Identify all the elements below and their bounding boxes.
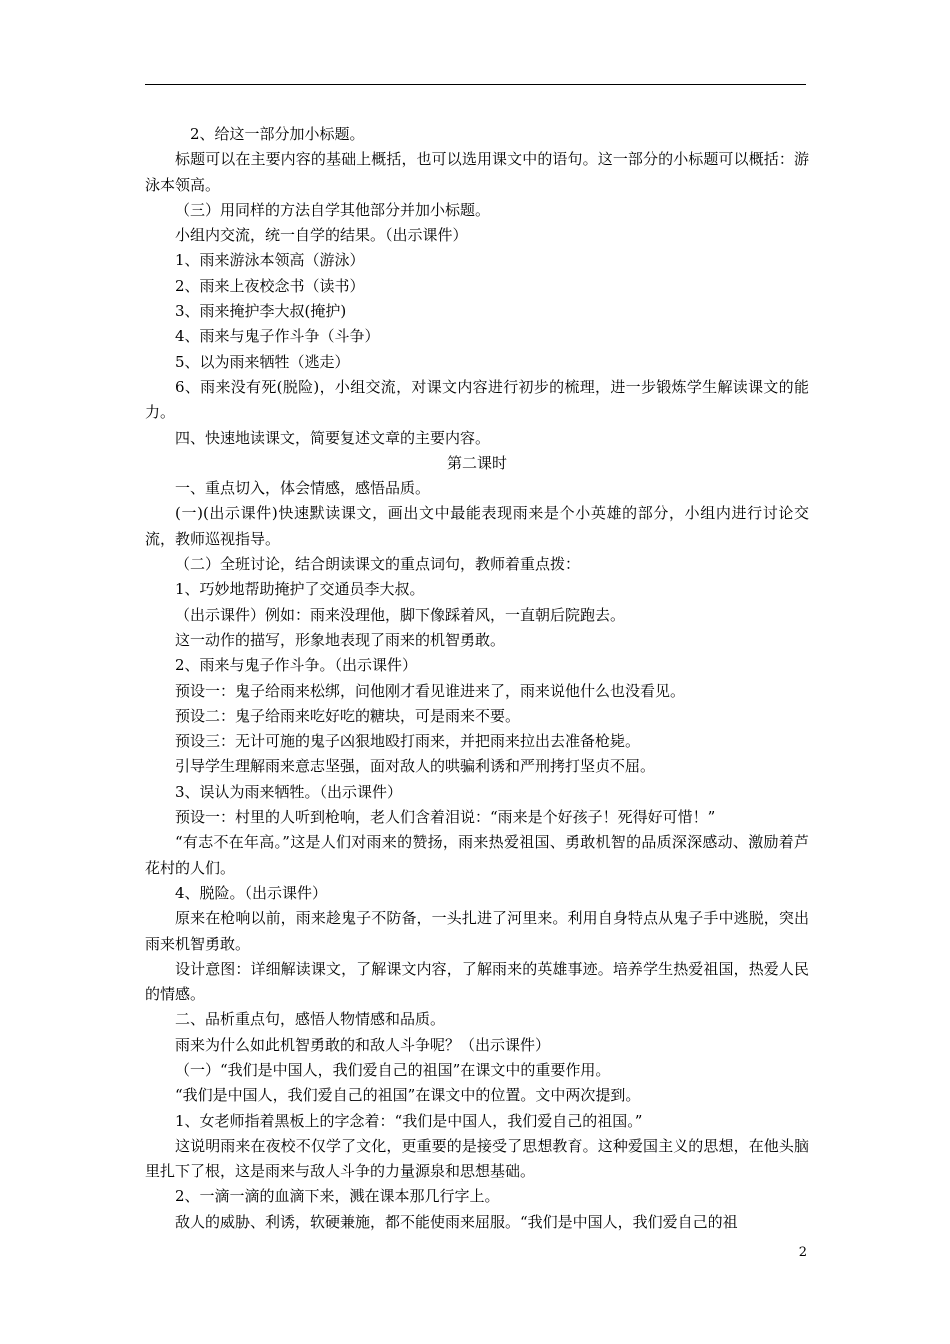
list-item: 2、雨来上夜校念书（读书） [175, 276, 365, 295]
paragraph: 原来在枪响以前，雨来趁鬼子不防备，一头扎进了河里来。利用自身特点从鬼子手中逃脱，突出雨来机智勇敢。 [145, 909, 809, 953]
section-heading: 第二课时 [446, 453, 507, 472]
list-item: 3、雨来掩护李大叔(掩护) [175, 302, 347, 321]
paragraph: 标题可以在主要内容的基础上概括，也可以选用课文中的语句。这一部分的小标题可以概括：游泳本领高。 [145, 150, 809, 194]
paragraph: 预设二：鬼子给雨来吃好吃的糖块，可是雨来不要。 [175, 706, 521, 725]
paragraph: 预设一：鬼子给雨来松绑，问他刚才看见谁进来了，雨来说他什么也没看见。 [175, 681, 686, 700]
paragraph: 四、快速地读课文，简要复述文章的主要内容。 [175, 428, 491, 447]
header-rule [145, 84, 806, 85]
paragraph: 3、误认为雨来牺牲。（出示课件） [175, 782, 403, 801]
paragraph: 4、脱险。（出示课件） [175, 883, 328, 902]
paragraph: 2、给这一部分加小标题。 [190, 125, 365, 143]
paragraph: 敌人的威胁、利诱，软硬兼施，都不能使雨来屈服。“我们是中国人，我们爱自己的祖 [175, 1212, 738, 1231]
paragraph: 小组内交流，统一自学的结果。（出示课件） [175, 226, 468, 245]
paragraph: （二）全班讨论，结合朗读课文的重点词句，教师着重点拨： [175, 555, 581, 574]
paragraph: 1、巧妙地帮助掩护了交通员李大叔。 [175, 580, 425, 599]
paragraph: 一、重点切入，体会情感，感悟品质。 [175, 479, 431, 498]
paragraph: 设计意图：详细解读课文，了解课文内容，了解雨来的英雄事迹。培养学生热爱祖国，热爱人民的情感。 [145, 959, 809, 1004]
paragraph: （三）用同样的方法自学其他部分并加小标题。 [175, 200, 491, 219]
paragraph: 预设三：无计可施的鬼子凶狠地殴打雨来，并把雨来拉出去准备枪毙。 [175, 732, 641, 751]
paragraph: 引导学生理解雨来意志坚强，面对敌人的哄骗利诱和严刑拷打坚贞不屈。 [175, 757, 656, 776]
paragraph: 雨来为什么如此机智勇敢的和敌人斗争呢？（出示课件） [175, 1035, 551, 1054]
list-item: 6、雨来没有死(脱险)，小组交流，对课文内容进行初步的梳理，进一步锻炼学生解读课文的能力。 [145, 377, 809, 422]
paragraph: “我们是中国人，我们爱自己的祖国”在课文中的位置。文中两次提到。 [175, 1086, 641, 1105]
paragraph: 这一动作的描写，形象地表现了雨来的机智勇敢。 [175, 630, 506, 649]
paragraph: 二、品析重点句，感悟人物情感和品质。 [175, 1010, 446, 1029]
list-item: 4、雨来与鬼子作斗争（斗争） [175, 327, 380, 346]
document-body [145, 122, 809, 1235]
page-number: 2 [798, 1245, 807, 1260]
list-item: 1、雨来游泳本领高（游泳） [175, 251, 365, 270]
paragraph: （出示课件）例如：雨来没理他，脚下像踩着风，一直朝后院跑去。 [175, 605, 626, 624]
paragraph: 这说明雨来在夜校不仅学了文化，更重要的是接受了思想教育。这种爱国主义的思想，在他头脑里扎下了根，这是雨来与敌人斗争的力量源泉和思想基础。 [145, 1136, 809, 1181]
paragraph: 2、一滴一滴的血滴下来，溅在课本那几行字上。 [175, 1187, 500, 1206]
paragraph: （一）“我们是中国人，我们爱自己的祖国”在课文中的重要作用。 [175, 1060, 611, 1079]
list-item: 5、以为雨来牺牲（逃走） [175, 352, 350, 371]
paragraph: “有志不在年高。”这是人们对雨来的赞扬，雨来热爱祖国、勇敢机智的品质深深感动、激励着芦花村的人们。 [145, 833, 809, 877]
paragraph: 2、雨来与鬼子作斗争。（出示课件） [175, 656, 418, 675]
paragraph: 1、女老师指着黑板上的字念着：“我们是中国人，我们爱自己的祖国。” [175, 1111, 643, 1130]
paragraph: 预设一：村里的人听到枪响，老人们含着泪说：“雨来是个好孩子！死得好可惜！” [175, 808, 716, 827]
paragraph: (一)(出示课件)快速默读课文，画出文中最能表现雨来是个小英雄的部分，小组内进行讨论交流，教师巡视指导。 [145, 504, 809, 548]
